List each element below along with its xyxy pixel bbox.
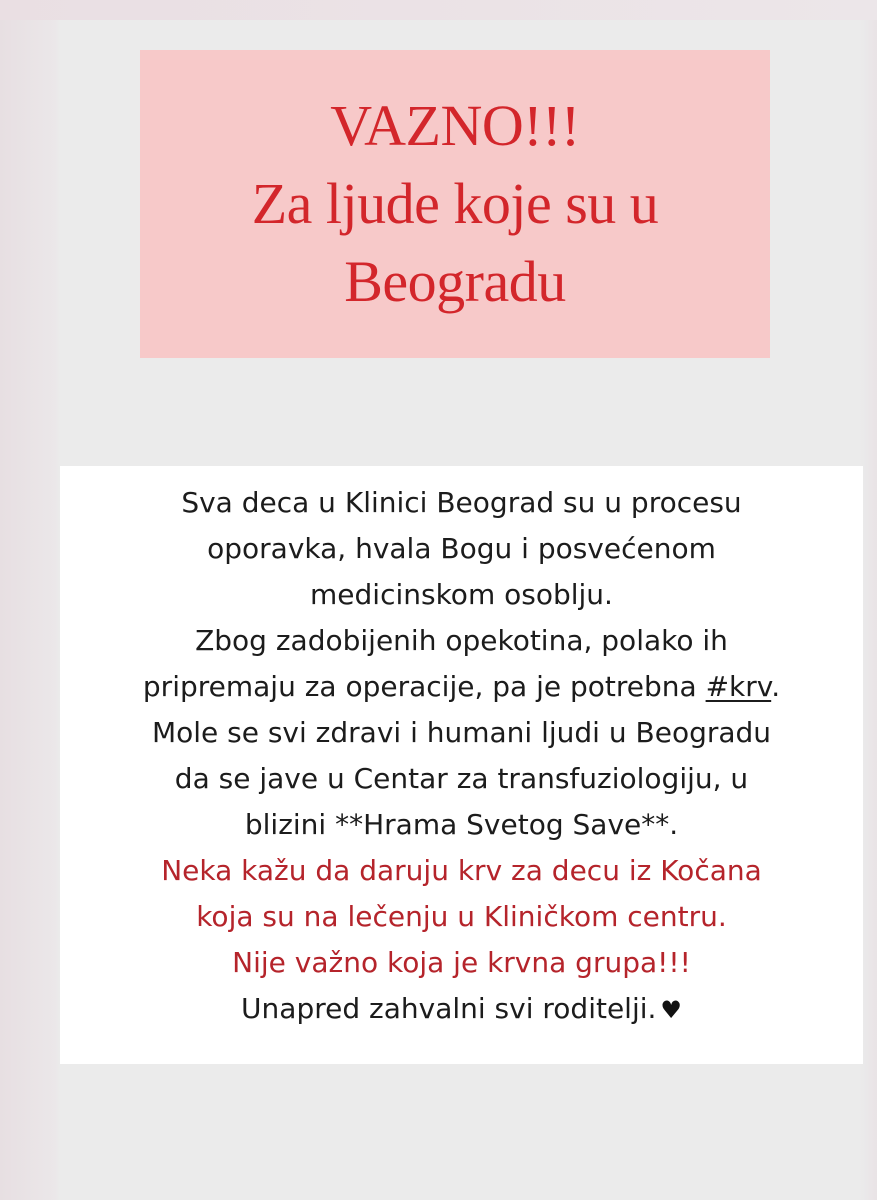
message-line-11-red: Nije važno koja je krvna grupa!!!: [232, 946, 691, 979]
message-line-12: [60, 986, 863, 1033]
message-line-9-red: Neka kažu da daruju krv za decu iz Kočana: [161, 854, 762, 887]
message-line-7: da se jave u Centar za transfuziologiju, u: [174, 762, 749, 795]
headline-box: [140, 50, 770, 358]
message-card: [60, 466, 863, 1064]
headline-line-2: Za ljude koje su u: [251, 171, 659, 236]
message-line-5-period: .: [771, 670, 781, 703]
message-line-2: oporavka, hvala Bogu i posvećenom: [207, 532, 716, 565]
message-line-8: blizini **Hrama Svetog Save**.: [244, 808, 679, 841]
message-body: [60, 480, 863, 1033]
message-line-1: Sva deca u Klinici Beograd su u procesu: [181, 486, 742, 519]
message-line-3: medicinskom osoblju.: [310, 578, 613, 611]
message-line-5: [60, 664, 863, 710]
message-line-12-text: Unapred zahvalni svi roditelji.: [241, 992, 657, 1025]
message-line-5-text: pripremaju za operacije, pa je potrebna: [142, 670, 706, 703]
heart-icon: ♥: [660, 996, 682, 1024]
headline-line-3: Beogradu: [344, 249, 566, 314]
message-line-6: Mole se svi zdravi i humani ljudi u Beogradu: [151, 716, 772, 749]
message-line-10-red: koja su na lečenju u Kliničkom centru.: [196, 900, 727, 933]
hashtag-krv-link[interactable]: #krv: [705, 670, 772, 703]
message-line-4: Zbog zadobijenih opekotina, polako ih: [195, 624, 728, 657]
headline-line-1: VAZNO!!!: [330, 93, 580, 158]
top-strip: [0, 0, 877, 20]
